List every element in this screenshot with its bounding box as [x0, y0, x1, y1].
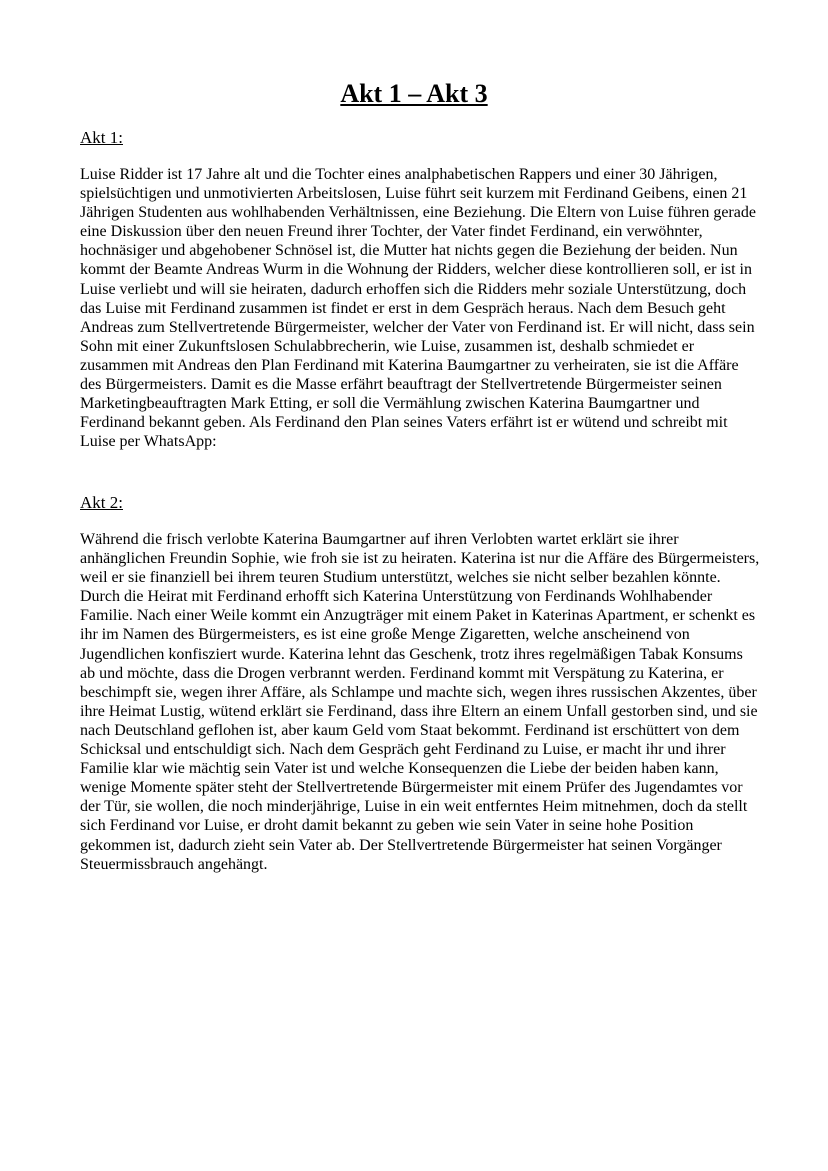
document-title: Akt 1 – Akt 3 — [340, 79, 488, 108]
section-heading-akt-1: Akt 1: — [80, 128, 123, 147]
section-heading-akt-2: Akt 2: — [80, 493, 123, 512]
section-paragraph-akt-2: Während die frisch verlobte Katerina Baumgartner auf ihren Verlobten wartet erklärt sie ihrer anhänglichen Freundin Sophie, wie froh sie ist zu heiraten. Katerina ist nur die Affäre des Bürgermeisters, weil er sie finanziell bei ihrem teuren Studium unterstützt, welches sie nicht selber bezahlen könnte. Durch die Heirat mit Ferdinand erhofft sich Katerina Unterstützung von Ferdinands Wohlhabender Familie. Nach einer Weile kommt ein Anzugträger mit einem Paket in Katerinas Apartment, er schenkt es ihr im Namen des Bürgermeisters, es ist eine große Menge Zigaretten, welche anscheinend von Jugendlichen konfisziert wurde. Katerina lehnt das Geschenk, trotz ihres regelmäßigen Tabak Konsums ab und möchte, dass die Drogen verbrannt werden. Ferdinand kommt mit Verspätung zu Katerina, er beschimpft sie, wegen ihrer Affäre, als Schlampe und machte sich, wegen ihres russischen Akzentes, über ihre Heimat Lustig, wütend erklärt sie Ferdinand, dass ihre Eltern an einem Unfall gestorben sind, und sie nach Deutschland geflohen ist, aber kaum Geld vom Staat bekommt. Ferdinand ist erschüttert von dem Schicksal und entschuldigt sich. Nach dem Gespräch geht Ferdinand zu Luise, er macht ihr und ihrer Familie klar wie mächtig sein Vater ist und welche Konsequenzen die Liebe der beiden haben kann, wenige Momente später steht der Stellvertretende Bürgermeister mit einem Prüfer des Jugendamtes vor der Tür, sie wollen, die noch minderjährige, Luise in ein weit entferntes Heim mitnehmen, doch da stellt sich Ferdinand vor Luise, er droht damit bekannt zu geben wie sein Vater in seine hohe Position gekommen ist, dadurch zieht sein Vater ab. Der Stellvertretende Bürgermeister hat seinen Vorgänger Steuermissbrauch angehängt. — [80, 531, 760, 873]
section-paragraph-akt-1: Luise Ridder ist 17 Jahre alt und die Tochter eines analphabetischen Rappers und einer 30 Jährigen, spielsüchtigen und unmotivierten Arbeitslosen, Luise führt seit kurzem mit Ferdinand Geibens, einen 21 Jährigen Studenten aus wohlhabenden Verhältnissen, eine Beziehung. Die Eltern von Luise führen gerade eine Diskussion über den neuen Freund ihrer Tochter, der Vater findet Ferdinand, ein verwöhnter, hochnäsiger und abgehobener Schnösel ist, die Mutter hat nichts gegen die Beziehung der beiden. Nun kommt der Beamte Andreas Wurm in die Wohnung der Ridders, welcher diese kontrollieren soll, er ist in Luise verliebt und will sie heiraten, dadurch erhoffen sich die Ridders mehr soziale Unterstützung, doch das Luise mit Ferdinand zusammen ist findet er erst in dem Gespräch heraus. Nach dem Besuch geht Andreas zum Stellvertretende Bürgermeister, welcher der Vater von Ferdinand ist. Er will nicht, dass sein Sohn mit einer Zukunftslosen Schulabbrecherin, wie Luise, zusammen ist, deshalb schmiedet er zusammen mit Andreas den Plan Ferdinand mit Katerina Baumgartner zu verheiraten, sie ist die Affäre des Bürgermeisters. Damit es die Masse erfährt beauftragt der Stellvertretende Bürgermeister seinen Marketingbeauftragten Mark Etting, er soll die Vermählung zwischen Katerina Baumgartner und Ferdinand bekannt geben. Als Ferdinand den Plan seines Vaters erfährt ist er wütend und schreibt mit Luise per WhatsApp: — [80, 166, 756, 451]
